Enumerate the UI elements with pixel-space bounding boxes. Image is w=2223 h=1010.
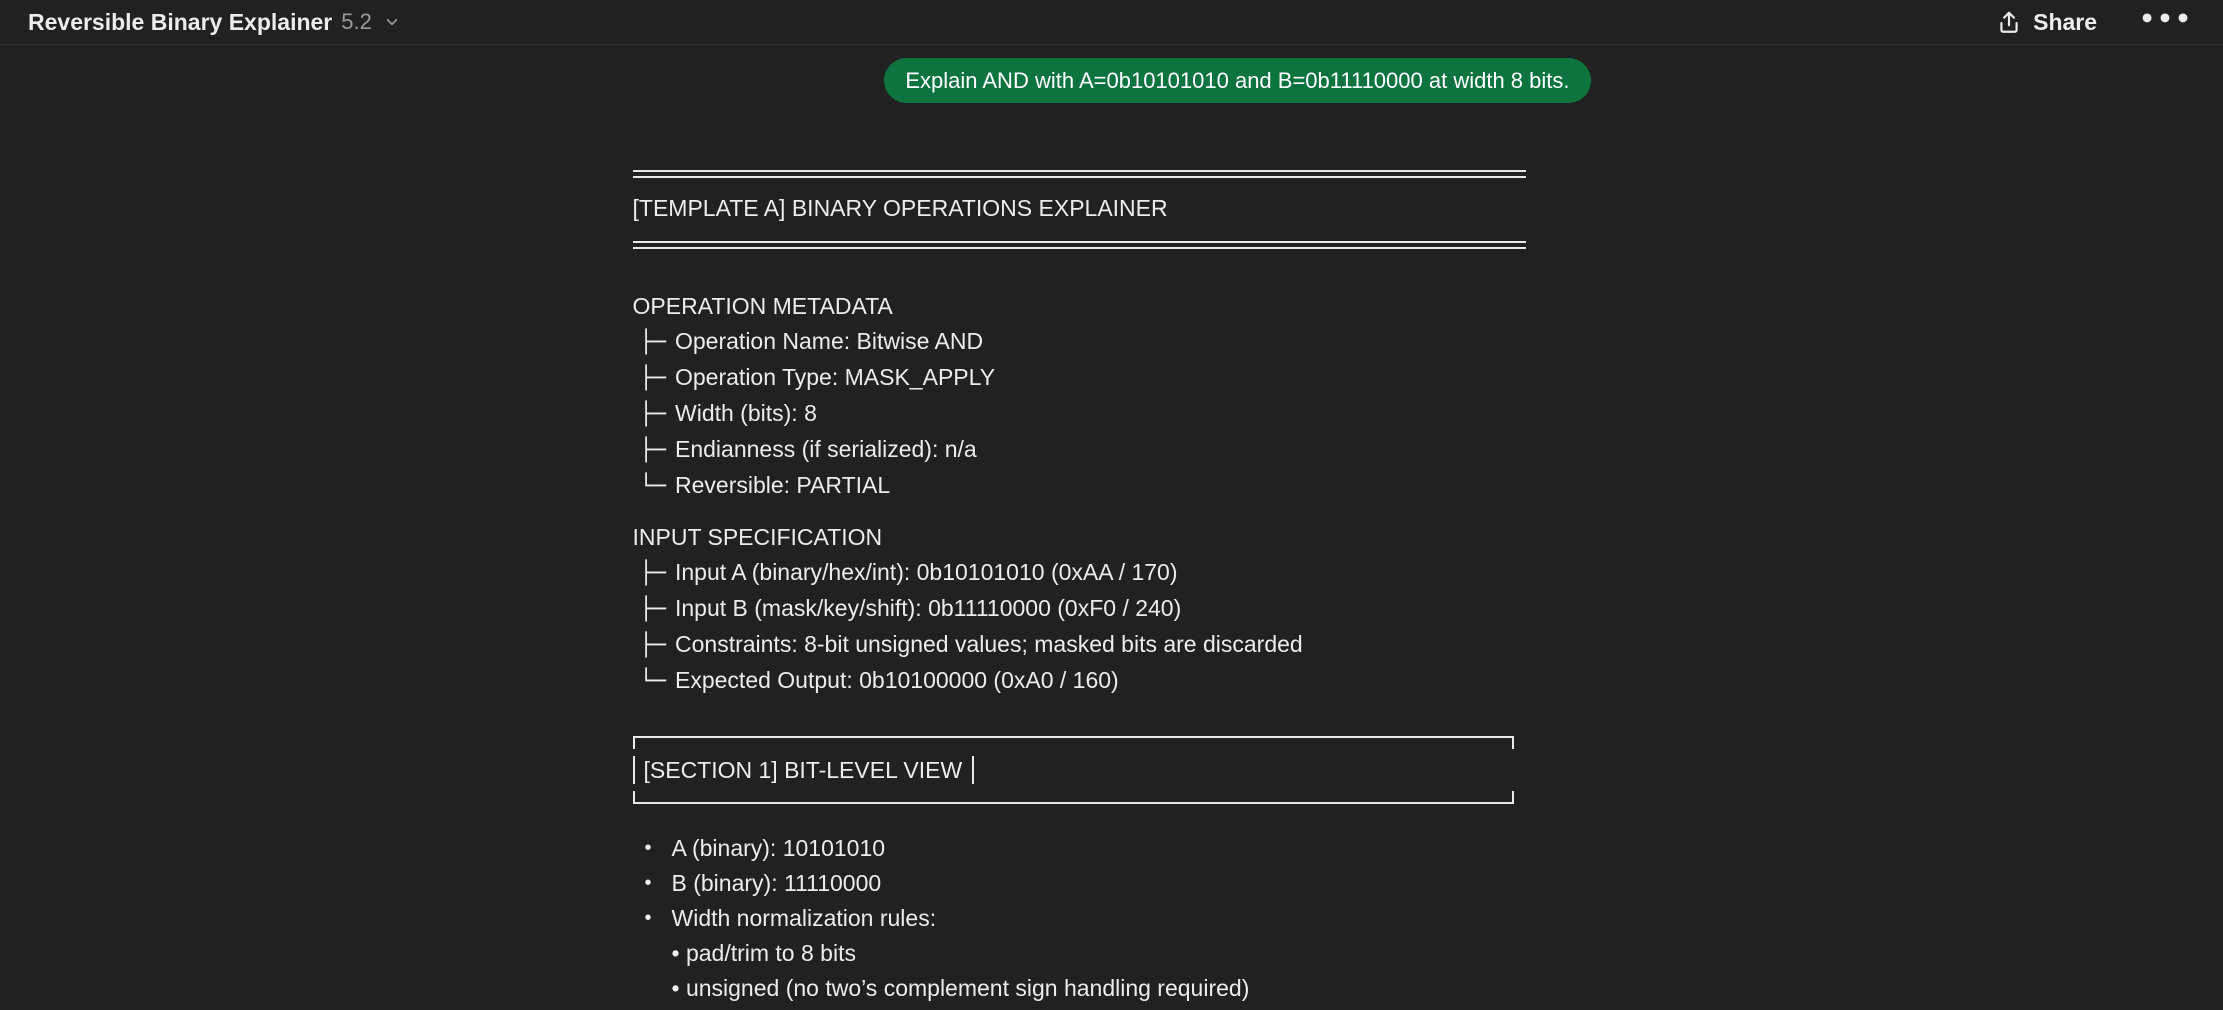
tree-item-text: Operation Type: MASK_APPLY <box>675 364 996 390</box>
tree-item-text: Endianness (if serialized): n/a <box>675 436 977 462</box>
tree-branch-glyph: ├─ <box>639 597 666 622</box>
sub-list-item: • pad/trim to 8 bits <box>671 940 856 966</box>
operation-metadata-section <box>633 289 1591 504</box>
tree-item <box>633 591 1591 627</box>
model-version: 5.2 <box>341 9 372 34</box>
list-item <box>633 901 1591 936</box>
tree-branch-glyph: └─ <box>639 474 666 499</box>
bullet-icon: • <box>644 907 652 929</box>
list-item <box>633 866 1591 901</box>
double-rule-top <box>633 170 1526 178</box>
chat-thread <box>633 58 1591 1006</box>
more-options-button[interactable]: ••• <box>2139 6 2193 39</box>
tree-item-text: Operation Name: Bitwise AND <box>675 328 984 354</box>
double-rule-bottom <box>633 241 1526 249</box>
user-message-bubble: Explain AND with A=0b10101010 and B=0b11110000 at width 8 bits. <box>884 58 1590 103</box>
page-title: Reversible Binary Explainer <box>28 8 333 35</box>
sub-list-item: • unsigned (no two’s complement sign handling required) <box>671 975 1250 1001</box>
tree-item <box>633 627 1591 663</box>
share-button[interactable] <box>1996 9 2097 36</box>
chevron-down-icon <box>383 13 401 31</box>
bit-level-bullet-list <box>633 831 1591 1006</box>
tree-item <box>633 555 1591 591</box>
share-button-label: Share <box>2033 8 2098 35</box>
bullet-icon: • <box>644 872 652 894</box>
tree-item <box>633 360 1591 396</box>
tree-item-text: Input B (mask/key/shift): 0b11110000 (0xF0 / 240) <box>675 595 1182 621</box>
tree-branch-glyph: ├─ <box>639 633 666 658</box>
section-1-title: [SECTION 1] BIT-LEVEL VIEW <box>643 757 963 783</box>
bullet-icon: • <box>644 837 652 859</box>
list-item-text: B (binary): 11110000 <box>671 870 882 896</box>
top-bar <box>0 0 2223 45</box>
tree-item-text: Expected Output: 0b10100000 (0xA0 / 160) <box>675 667 1119 693</box>
box-bottom-border <box>633 791 1514 804</box>
share-icon <box>1996 9 2022 35</box>
tree-item <box>633 396 1591 432</box>
tree-branch-glyph: ├─ <box>639 438 666 463</box>
conversation-title-dropdown[interactable] <box>28 9 401 36</box>
tree-branch-glyph: ├─ <box>639 402 666 427</box>
tree-item-text: Constraints: 8-bit unsigned values; masked bits are discarded <box>675 631 1303 657</box>
user-message-row <box>633 58 1591 103</box>
tree-item <box>633 468 1591 504</box>
tree-branch-glyph: ├─ <box>639 366 666 391</box>
template-header: [TEMPLATE A] BINARY OPERATIONS EXPLAINER <box>632 195 1168 221</box>
box-top-border <box>633 736 1514 749</box>
list-item <box>633 831 1591 866</box>
input-specification-section <box>633 520 1591 699</box>
list-item-text: Width normalization rules: <box>671 905 937 931</box>
section-heading: INPUT SPECIFICATION <box>632 524 883 550</box>
top-bar-actions <box>1996 3 2193 39</box>
tree-item-text: Input A (binary/hex/int): 0b10101010 (0xAA / 170) <box>675 559 1178 585</box>
tree-item <box>633 432 1591 468</box>
tree-branch-glyph: └─ <box>639 669 666 694</box>
tree-item <box>633 663 1591 699</box>
tree-branch-glyph: ├─ <box>639 330 666 355</box>
tree-item <box>633 324 1591 360</box>
box-left-pipe <box>633 756 635 784</box>
tree-branch-glyph: ├─ <box>639 561 666 586</box>
tree-item-text: Width (bits): 8 <box>675 400 817 426</box>
box-title-row <box>633 755 1514 785</box>
section-1-box <box>633 736 1514 804</box>
assistant-message <box>633 170 1591 1006</box>
tree-item-text: Reversible: PARTIAL <box>675 472 891 498</box>
section-heading: OPERATION METADATA <box>632 293 893 319</box>
list-item-text: A (binary): 10101010 <box>671 835 886 861</box>
box-right-pipe <box>972 756 974 784</box>
